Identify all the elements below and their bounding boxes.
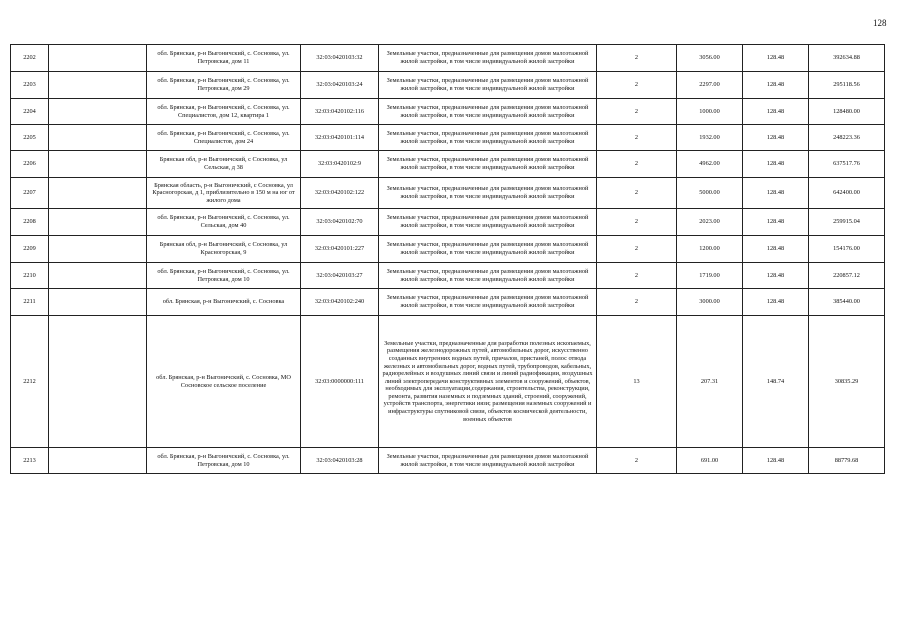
table-row xyxy=(11,125,885,151)
cadastral-value-cell: 88779.68 xyxy=(809,448,885,474)
row-number-cell: 2211 xyxy=(11,289,49,316)
cadastral-number-cell: 32:03:0420102:116 xyxy=(301,99,379,125)
cadastral-number-cell: 32:03:0420101:114 xyxy=(301,125,379,151)
cadastral-number-cell: 32:03:0420102:9 xyxy=(301,151,379,178)
area-cell: 2297.00 xyxy=(677,72,743,99)
row-number-cell: 2203 xyxy=(11,72,49,99)
cadastral-value-cell: 259915.04 xyxy=(809,209,885,236)
land-use-cell: Земельные участки, предназначенные для размещения домов малоэтажной жилой застройки, в том числе индивидуальной жилой застройки xyxy=(379,236,597,263)
page-number: 128 xyxy=(873,18,887,28)
land-use-cell: Земельные участки, предназначенные для размещения домов малоэтажной жилой застройки, в том числе индивидуальной жилой застройки xyxy=(379,178,597,209)
cadastral-number-cell: 32:03:0000000:111 xyxy=(301,316,379,448)
land-use-cell: Земельные участки, предназначенные для размещения домов малоэтажной жилой застройки, в том числе индивидуальной жилой застройки xyxy=(379,72,597,99)
empty-cell xyxy=(49,263,147,289)
address-cell: обл. Брянская, р-н Выгоничский, с. Сосновка xyxy=(147,289,301,316)
area-cell: 691.00 xyxy=(677,448,743,474)
empty-cell xyxy=(49,448,147,474)
empty-cell xyxy=(49,151,147,178)
row-number-cell: 2206 xyxy=(11,151,49,178)
empty-cell xyxy=(49,99,147,125)
land-use-cell: Земельные участки, предназначенные для разработки полезных ископаемых, размещения железнодорожных путей, автомобильных дорог, искусственно созданных внутренних водных путей, причалов, пристаней, полос отвода железных и автомобильных дорог, водных путей, трубопроводов, кабельных, радиорелейных и воздушных линий связи и линий радиофикации, воздушных линий электропередачи конструктивных элементов и сооружений, объектов, необходимых для эксплуатации,содержания, строительства, реконструкции, ремонта, развития наземных и подземных зданий, строений, сооружений, устройств транспорта, энергетики иязи; размещения наземных сооружений и инфраструктуры спутниковой связи, объектов космической деятельности, военных объектов xyxy=(379,316,597,448)
cadastral-value-cell: 30835.29 xyxy=(809,316,885,448)
table-row xyxy=(11,151,885,178)
empty-cell xyxy=(49,209,147,236)
cadastral-value-cell: 642400.00 xyxy=(809,178,885,209)
table-row xyxy=(11,263,885,289)
area-cell: 2023.00 xyxy=(677,209,743,236)
address-cell: обл. Брянская, р-н Выгоничский, с. Сосновка, ул. Сельская, дом 40 xyxy=(147,209,301,236)
land-use-cell: Земельные участки, предназначенные для размещения домов малоэтажной жилой застройки, в том числе индивидуальной жилой застройки xyxy=(379,151,597,178)
land-use-cell: Земельные участки, предназначенные для размещения домов малоэтажной жилой застройки, в том числе индивидуальной жилой застройки xyxy=(379,209,597,236)
cadastral-value-cell: 220857.12 xyxy=(809,263,885,289)
area-cell: 1200.00 xyxy=(677,236,743,263)
category-code-cell: 2 xyxy=(597,289,677,316)
address-cell: обл. Брянская, р-н Выгоничский, с. Сосновка, ул. Петровская, дом 10 xyxy=(147,263,301,289)
area-cell: 5000.00 xyxy=(677,178,743,209)
address-cell: обл. Брянская, р-н Выгоничский, с. Сосновка, ул. Специалистов, дом 12, квартира 1 xyxy=(147,99,301,125)
cadastral-value-cell: 637517.76 xyxy=(809,151,885,178)
cadastral-number-cell: 32:03:0420103:32 xyxy=(301,45,379,72)
row-number-cell: 2212 xyxy=(11,316,49,448)
row-number-cell: 2210 xyxy=(11,263,49,289)
cadastral-value-cell: 248223.36 xyxy=(809,125,885,151)
table-row xyxy=(11,178,885,209)
category-code-cell: 2 xyxy=(597,99,677,125)
empty-cell xyxy=(49,236,147,263)
row-number-cell: 2209 xyxy=(11,236,49,263)
row-number-cell: 2208 xyxy=(11,209,49,236)
category-code-cell: 2 xyxy=(597,151,677,178)
address-cell: обл. Брянская, р-н Выгоничский, с. Сосновка, ул. Петровская, дом 29 xyxy=(147,72,301,99)
rate-cell: 128.48 xyxy=(743,236,809,263)
address-cell: Брянская область, р-н Выгоничский, с Сосновка, ул Красногорская, д 1, приблизительно в 150 м на юг от жилого дома xyxy=(147,178,301,209)
category-code-cell: 2 xyxy=(597,178,677,209)
rate-cell: 128.48 xyxy=(743,448,809,474)
row-number-cell: 2207 xyxy=(11,178,49,209)
rate-cell: 128.48 xyxy=(743,289,809,316)
table-body xyxy=(11,45,885,474)
empty-cell xyxy=(49,125,147,151)
category-code-cell: 2 xyxy=(597,236,677,263)
rate-cell: 128.48 xyxy=(743,178,809,209)
area-cell: 207.31 xyxy=(677,316,743,448)
rate-cell: 128.48 xyxy=(743,45,809,72)
address-cell: Брянская обл, р-н Выгоничский, с Сосновка, ул Красногорская, 9 xyxy=(147,236,301,263)
land-use-cell: Земельные участки, предназначенные для размещения домов малоэтажной жилой застройки, в том числе индивидуальной жилой застройки xyxy=(379,99,597,125)
cadastral-value-cell: 295118.56 xyxy=(809,72,885,99)
row-number-cell: 2202 xyxy=(11,45,49,72)
cadastral-number-cell: 32:03:0420103:24 xyxy=(301,72,379,99)
rate-cell: 128.48 xyxy=(743,209,809,236)
cadastral-number-cell: 32:03:0420102:70 xyxy=(301,209,379,236)
land-use-cell: Земельные участки, предназначенные для размещения домов малоэтажной жилой застройки, в том числе индивидуальной жилой застройки xyxy=(379,125,597,151)
land-use-cell: Земельные участки, предназначенные для размещения домов малоэтажной жилой застройки, в том числе индивидуальной жилой застройки xyxy=(379,289,597,316)
cadastral-value-cell: 385440.00 xyxy=(809,289,885,316)
cadastral-number-cell: 32:03:0420103:28 xyxy=(301,448,379,474)
land-use-cell: Земельные участки, предназначенные для размещения домов малоэтажной жилой застройки, в том числе индивидуальной жилой застройки xyxy=(379,263,597,289)
land-use-cell: Земельные участки, предназначенные для размещения домов малоэтажной жилой застройки, в том числе индивидуальной жилой застройки xyxy=(379,45,597,72)
land-use-cell: Земельные участки, предназначенные для размещения домов малоэтажной жилой застройки, в том числе индивидуальной жилой застройки xyxy=(379,448,597,474)
empty-cell xyxy=(49,72,147,99)
empty-cell xyxy=(49,178,147,209)
address-cell: обл. Брянская, р-н Выгоничский, с. Сосновка, ул. Петровская, дом 10 xyxy=(147,448,301,474)
cadastral-value-cell: 392634.88 xyxy=(809,45,885,72)
table-row xyxy=(11,209,885,236)
table-row xyxy=(11,45,885,72)
table-row xyxy=(11,99,885,125)
cadastral-number-cell: 32:03:0420102:240 xyxy=(301,289,379,316)
land-registry-table xyxy=(10,44,885,474)
empty-cell xyxy=(49,45,147,72)
address-cell: обл. Брянская, р-н Выгоничский, с. Сосновка, ул. Специалистов, дом 24 xyxy=(147,125,301,151)
category-code-cell: 2 xyxy=(597,125,677,151)
rate-cell: 128.48 xyxy=(743,151,809,178)
table-row xyxy=(11,316,885,448)
cadastral-value-cell: 128480.00 xyxy=(809,99,885,125)
empty-cell xyxy=(49,289,147,316)
table-row xyxy=(11,72,885,99)
table-row xyxy=(11,448,885,474)
area-cell: 4962.00 xyxy=(677,151,743,178)
area-cell: 1000.00 xyxy=(677,99,743,125)
row-number-cell: 2204 xyxy=(11,99,49,125)
rate-cell: 128.48 xyxy=(743,72,809,99)
table-row xyxy=(11,236,885,263)
table-row xyxy=(11,289,885,316)
category-code-cell: 2 xyxy=(597,45,677,72)
category-code-cell: 13 xyxy=(597,316,677,448)
area-cell: 3000.00 xyxy=(677,289,743,316)
category-code-cell: 2 xyxy=(597,263,677,289)
address-cell: обл. Брянская, р-н Выгоничский, с. Сосновка, МО Сосновское сельское поселение xyxy=(147,316,301,448)
rate-cell: 148.74 xyxy=(743,316,809,448)
rate-cell: 128.48 xyxy=(743,99,809,125)
area-cell: 1719.00 xyxy=(677,263,743,289)
rate-cell: 128.48 xyxy=(743,125,809,151)
area-cell: 3056.00 xyxy=(677,45,743,72)
cadastral-number-cell: 32:03:0420103:27 xyxy=(301,263,379,289)
row-number-cell: 2205 xyxy=(11,125,49,151)
category-code-cell: 2 xyxy=(597,209,677,236)
area-cell: 1932.00 xyxy=(677,125,743,151)
rate-cell: 128.48 xyxy=(743,263,809,289)
row-number-cell: 2213 xyxy=(11,448,49,474)
category-code-cell: 2 xyxy=(597,72,677,99)
category-code-cell: 2 xyxy=(597,448,677,474)
empty-cell xyxy=(49,316,147,448)
address-cell: Брянская обл, р-н Выгоничский, с Сосновка, ул Сельская, д 38 xyxy=(147,151,301,178)
cadastral-number-cell: 32:03:0420102:122 xyxy=(301,178,379,209)
cadastral-number-cell: 32:03:0420101:227 xyxy=(301,236,379,263)
address-cell: обл. Брянская, р-н Выгоничский, с. Сосновка, ул. Петровская, дом 11 xyxy=(147,45,301,72)
cadastral-value-cell: 154176.00 xyxy=(809,236,885,263)
